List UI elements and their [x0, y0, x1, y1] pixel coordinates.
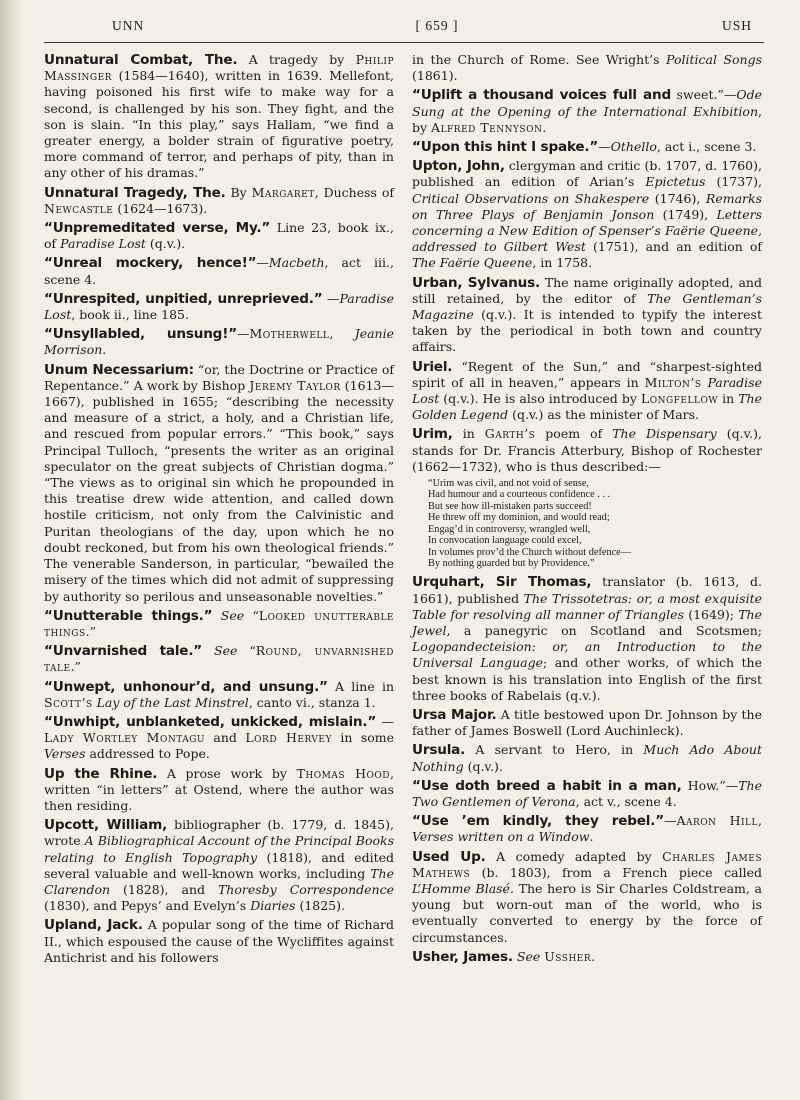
author-name: Ussher [544, 948, 592, 964]
entry-text: (1749), [654, 206, 717, 222]
entry-headword: Uriel. [412, 358, 453, 375]
italic-title: Diaries [250, 898, 296, 914]
author-name: Motherwell [249, 326, 330, 342]
entry-text: in [452, 426, 485, 442]
entry-text: A servant to Hero, in [465, 742, 644, 758]
running-header [112, 14, 752, 38]
italic-title: The Dispensary [612, 426, 717, 442]
author-name: Longfellow [640, 391, 719, 407]
entry-text: . [542, 119, 547, 135]
entry-headword: Ursula. [412, 742, 466, 759]
entry-headword: Used Up. [412, 848, 486, 865]
dictionary-entry [44, 326, 394, 358]
entry-text: , canto vi., stanza 1. [248, 694, 376, 710]
entry-text: The name originally adopted, and still retained, by the editor of [412, 274, 762, 306]
entry-headword: “Unreal mockery, hence!” [44, 255, 257, 272]
italic-title: Political Songs [666, 52, 762, 67]
italic-title: Critical Observations on Shakespere [412, 190, 650, 206]
entry-text: (q.v.), stands for Dr. Francis Atterbury, Bishop of Rochester (1662—1732), who is thus described:— [412, 426, 762, 474]
italic-title: The Faërie Queene [412, 255, 533, 271]
entry-text: “ [244, 607, 259, 623]
entry-text: clergyman and critic (b. 1707, d. 1760), published an edition of Arian’s [412, 158, 762, 190]
dictionary-entry [412, 949, 762, 965]
italic-title: The Clarendon [44, 865, 394, 897]
italic-title: The Jewel [412, 606, 762, 638]
entry-text: , written “in letters” at Ostend, where the author was then residing. [44, 765, 394, 813]
dictionary-entry [412, 813, 762, 845]
author-name: Alfred Tennyson [431, 119, 543, 135]
entry-text: (1828), and [110, 881, 218, 897]
entry-text: , act i., scene 3. [656, 139, 757, 155]
entry-text: — [322, 290, 340, 306]
entry-headword: “Unsyllabled, unsung!” [44, 326, 237, 343]
header-right-guide-word: USH [721, 18, 752, 33]
verse-line: Engag’d in controversy, wrangled well, [428, 523, 591, 535]
author-name: Round, unvarnished tale [44, 643, 394, 675]
italic-title: Paradise Lost [44, 290, 394, 323]
entry-text: addressed to Pope. [85, 746, 210, 762]
entry-text: , act v., scene 4. [575, 793, 677, 809]
dictionary-entry [44, 608, 394, 640]
italic-title: Thoresby Correspondence [217, 881, 394, 897]
entry-text: . [591, 948, 596, 964]
entry-text: , Duchess of [314, 184, 394, 200]
italic-title: L’Homme Blasé [412, 880, 510, 896]
italic-title: See [516, 948, 541, 964]
dictionary-entry [412, 158, 762, 271]
entry-headword: “Unwhipt, unblanketed, unkicked, mislain.” [44, 713, 377, 730]
entry-text: — [376, 713, 394, 729]
entry-headword: “Uplift a thousand voices full and [412, 87, 671, 104]
italic-title: Paradise Lost [60, 236, 146, 252]
verse-line: He threw off my dominion, and would read; [428, 512, 610, 524]
dictionary-entry [44, 679, 394, 711]
entry-text: (q.v.). He is also introduced by [439, 391, 641, 407]
entry-text: A comedy adapted by [485, 848, 663, 864]
entry-text: — [236, 326, 250, 342]
entry-headword: “Upon this hint I spake.” [412, 139, 599, 156]
italic-title: The Trissotetras: or, a most exquisite Table for resolving all manner of Triangles [412, 590, 762, 622]
dictionary-entry [412, 574, 762, 704]
dictionary-entry [44, 220, 394, 252]
entry-text: in some [331, 730, 395, 746]
verse-line: “Urim was civil, and not void of sense, [428, 478, 589, 490]
entry-headword: Upcott, William, [44, 817, 168, 834]
author-name: Garth’s [484, 426, 536, 442]
entry-text: bibliographer (b. 1779, d. 1845), wrote [44, 817, 394, 849]
header-left-guide-word: UNN [112, 18, 145, 33]
entry-text: (1746), [649, 190, 706, 206]
italic-title: Othello [610, 139, 657, 155]
entry-headword: “Use doth breed a habit in a man, [412, 777, 682, 794]
entry-text: (1751), and an edition of [585, 239, 763, 255]
entry-text: (q.v.). [463, 758, 503, 774]
dictionary-entry [44, 52, 394, 182]
entry-text: . The hero is Sir Charles Coldstream, a young but worn-out man of the world, who is eventually converted to energy by the force of circumstances. [412, 880, 762, 945]
dictionary-entry [44, 185, 394, 217]
entry-text: in the Church of Rome. See Wright’s [412, 52, 667, 67]
italic-title: Epictetus [645, 174, 706, 190]
entry-text: and [205, 730, 246, 746]
dictionary-entry [44, 291, 394, 323]
entry-text: A title bestowed upon Dr. Johnson by the father of James Boswell (Lord Auchinleck). [412, 706, 763, 739]
entry-headword: “Unrespited, unpitied, unreprieved.” [44, 290, 323, 307]
author-name: Margaret [251, 184, 315, 200]
author-name: Lady Wortley Montagu [44, 730, 205, 746]
entry-text: (q.v.). It is intended to typify the interest taken by the periodical in both town and country affairs. [412, 307, 762, 355]
entry-text: By [225, 184, 252, 200]
entry-text: “Regent of the Sun,” and “sharpest-sighted spirit of all in heaven,” appears in [412, 358, 762, 390]
dictionary-entry [44, 917, 394, 966]
header-rule [44, 42, 764, 43]
entry-text: , a panegyric on Scotland and Scotsmen; [446, 622, 762, 638]
entry-text: . [589, 829, 594, 845]
author-name: Jeremy Taylor [249, 377, 341, 393]
left-column [44, 52, 394, 969]
italic-title: A Bibliographical Account of the Principal Books relating to English Topography [44, 833, 394, 865]
dictionary-entry [44, 643, 394, 675]
page-number: [ 659 ] [415, 18, 459, 33]
dictionary-entry [412, 359, 762, 424]
italic-title: The Golden Legend [412, 391, 762, 423]
entry-text: — [256, 255, 269, 271]
entry-text: (1613—1667), published in 1655; “describing the necessity and measure of a strict, a holy, and a Christian life, and rescued from popular errors.” “This book,” says Principal Tulloch, “presents the writer as an original speculator on the great subjects of Christian dogma.” “The views as to original sin which he propounded in this treatise drew wide attention, and called down hostile criticism, not only from the Calvinistic and Puritan theologians of the day, upon which he no doubt reckoned, but from his own theological friends.” The venerable Sanderson, in particular, “bewailed the misery of the times which did not admit of suppressing by authority so perilous and unseasonable novelties.” [44, 377, 394, 604]
verse-quotation [428, 478, 762, 569]
entry-text: A line in [327, 678, 394, 694]
entry-text: , book ii., line 185. [71, 307, 189, 323]
entry-headword: Urquhart, Sir Thomas, [412, 574, 592, 591]
right-column [412, 52, 762, 968]
italic-title: The Gentleman’s Magazine [412, 290, 762, 323]
entry-text: .” [70, 659, 81, 675]
entry-headword: Urban, Sylvanus. [412, 274, 540, 291]
italic-title: See [214, 643, 238, 659]
entry-text: “ [237, 643, 256, 659]
entry-headword: “Unpremeditated verse, My.” [44, 220, 271, 237]
dictionary-entry [44, 362, 394, 605]
page-binding-shadow [0, 0, 22, 1100]
author-name: Charles James Mathews [412, 848, 762, 880]
entry-headword: Upland, Jack. [44, 917, 143, 934]
italic-title: Logopandecteision: or, an Introduction to the Universal Language [412, 639, 762, 671]
italic-title: Verses written on a Window [412, 829, 590, 845]
entry-text: A prose work by [157, 765, 297, 781]
italic-title: Lay of the Last Minstrel [96, 694, 249, 710]
entry-text: ; and other works, of which the best known is his translation into English of the first three books of Rabelais (q.v.). [412, 655, 762, 703]
italic-title: Macbeth [268, 255, 325, 271]
entry-headword: Urim, [412, 426, 453, 443]
author-name: Lord Hervey [245, 730, 332, 746]
dictionary-entry [44, 714, 394, 763]
dictionary-entry [412, 52, 762, 84]
entry-text: , in 1758. [532, 255, 593, 271]
entry-headword: Unum Necessarium: [44, 361, 194, 378]
entry-text: (q.v.) as the minister of Mars. [508, 407, 700, 423]
entry-text: A tragedy by [237, 52, 356, 67]
author-name: Newcastle [44, 200, 114, 216]
author-name: Philip Massinger [44, 52, 394, 84]
entry-text: “or, the Doctrine or Practice of Repentance.” A work by Bishop [44, 361, 394, 393]
italic-title: Jeanie Morrison [44, 326, 394, 358]
author-name: Looked unutterable things [44, 607, 395, 639]
italic-title: The Two Gentlemen of Verona [412, 777, 763, 809]
entry-text: translator (b. 1613, d. 1661), published [412, 574, 762, 606]
entry-text: . [102, 342, 107, 358]
dictionary-entry [412, 778, 762, 810]
entry-headword: Unnatural Combat, The. [44, 52, 238, 68]
entry-text: (1737), [705, 174, 762, 190]
entry-text: (1825). [295, 898, 345, 914]
entry-text: (1861). [412, 68, 458, 84]
entry-text: (1584—1640), written in 1639. Mellefont, having poisoned his first wife to make way for a second, is challenged by his son. They fight, and the son is slain. “In this play,” says Hallam, “we find a greater energy, a bolder strain of figurative poetry, more command of terror, and perhaps of pity, than in any other of his dramas.” [44, 68, 394, 181]
entry-text: (b. 1803), from a French piece called [470, 864, 762, 880]
italic-title: Letters concerning a New Edition of Spenser’s Faërie Queene, addressed to Gilbert West [412, 206, 762, 255]
verse-line: Had humour and a courteous confidence . . . [428, 489, 611, 501]
entry-text: (q.v.). [145, 236, 186, 252]
italic-title: Ode Sung at the Opening of the International Exhibition [412, 87, 762, 119]
verse-line: In volumes prov’d the Church without defence— [428, 546, 632, 558]
author-name: Scott’s [44, 694, 93, 710]
dictionary-entry [44, 766, 394, 815]
entry-text: poem of [535, 426, 613, 442]
entry-text: How.”— [681, 777, 739, 793]
dictionary-entry [412, 275, 762, 356]
author-name: Thomas Hood [296, 765, 391, 781]
entry-text: (1624—1673). [113, 200, 208, 216]
entry-text [212, 608, 220, 623]
entry-headword: “Unwept, unhonour’d, and unsung.” [44, 678, 328, 695]
italic-title: Remarks on Three Plays of Benjamin Jonson [412, 190, 762, 222]
entry-text: , act iii., scene 4. [44, 255, 395, 287]
dictionary-entry [412, 139, 762, 155]
verse-line: But see how ill-mistaken parts succeed! [428, 500, 592, 512]
entry-headword: Upton, John, [412, 158, 505, 175]
verse-line: In convocation language could excel, [428, 535, 582, 547]
entry-text: (1818), and edited several valuable and well-known works, including [44, 849, 394, 881]
dictionary-entry [412, 742, 762, 774]
entry-headword: Unnatural Tragedy, The. [44, 184, 226, 201]
dictionary-entry [412, 426, 762, 475]
entry-text: — [663, 813, 677, 829]
entry-text: in [718, 391, 739, 407]
entry-text: sweet.”— [670, 87, 737, 103]
entry-headword: Up the Rhine. [44, 765, 158, 782]
dictionary-entry [412, 849, 762, 946]
italic-title: See [220, 607, 245, 623]
entry-headword: “Use ’em kindly, they rebel.” [412, 813, 664, 830]
entry-text: .” [85, 623, 97, 639]
entry-text [202, 643, 214, 658]
verse-line: By nothing guarded but by Providence.” [428, 557, 595, 569]
dictionary-entry [412, 87, 762, 136]
entry-text: , by [412, 103, 762, 135]
entry-text: , [758, 813, 762, 829]
italic-title: Paradise Lost [412, 374, 762, 407]
author-name: Aaron Hill [676, 813, 759, 829]
entry-headword: “Unutterable things.” [44, 607, 213, 624]
entry-headword: Usher, James. [412, 948, 513, 965]
dictionary-entry [44, 255, 394, 287]
entry-text: — [598, 139, 611, 155]
dictionary-entry [412, 707, 762, 739]
author-name: Milton’s [644, 374, 702, 390]
italic-title: Much Ado About Nothing [412, 742, 762, 774]
entry-text: (1649); [684, 606, 739, 622]
italic-title: Verses [44, 746, 86, 762]
entry-text: Line 23, book ix., of [44, 220, 394, 252]
entry-text: A popular song of the time of Richard II., which espoused the cause of the Wycliffites against Antichrist and his followers [44, 917, 394, 965]
entry-headword: “Unvarnished tale.” [44, 643, 203, 660]
dictionary-entry [44, 817, 394, 914]
entry-headword: Ursa Major. [412, 706, 497, 723]
entry-text: , [329, 326, 355, 342]
entry-text: (1830), and Pepys’ and Evelyn’s [44, 898, 251, 914]
